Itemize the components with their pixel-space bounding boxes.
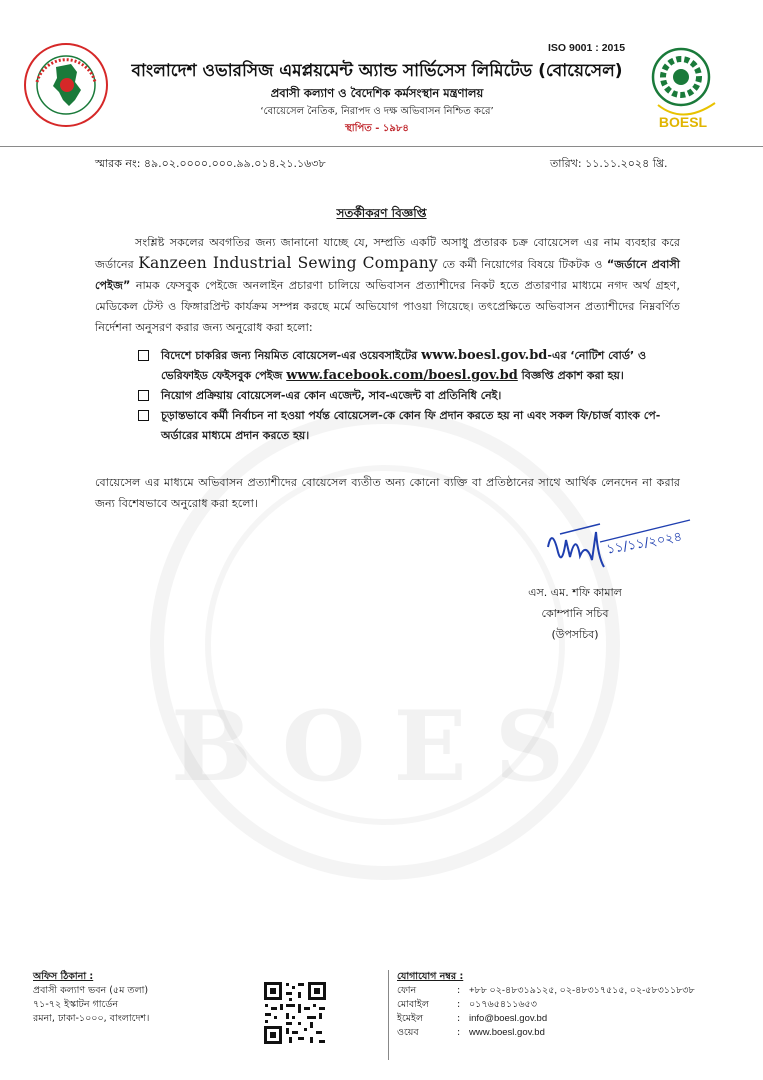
qr-code (262, 980, 328, 1046)
notice-body-paragraph (95, 232, 680, 338)
bullet-1-text-b: -এর ‘নোটিশ বোর্ড’ ও ভেরিফাইড ফেইসবুক পেইজ (161, 349, 647, 382)
checkbox-icon (138, 410, 149, 421)
contact-label: ওয়েব (397, 1027, 419, 1038)
phone-value: +৮৮ ০২-৪৮৩১৯১২৫, ০২-৪৮৩১৭৫১৫, ০২-৫৮৩১১৮৩৮ (469, 985, 695, 996)
checkbox-icon (138, 350, 149, 361)
notice-title: সতর্কীকরণ বিজ্ঞপ্তি (336, 206, 427, 220)
memo-number: স্মারক নং: ৪৯.০২.০০০০.০০০.৯৯.০১৪.২১.১৬৩৮ (95, 157, 326, 170)
signatory-name: এস. এম. শফি কামাল (528, 586, 622, 599)
contact-info (388, 970, 695, 1060)
list-item (138, 386, 693, 406)
signatory-title: কোম্পানি সচিব (541, 607, 609, 620)
company-name: Kanzeen Industrial Sewing Company (138, 254, 438, 272)
bullet-1-text-a: বিদেশে চাকরির জন্য নিয়মিত বোয়েসেল-এর ওয়েবসাইটের (161, 349, 418, 362)
website-link[interactable]: www.boesl.gov.bd (421, 348, 548, 363)
address-line: ৭১-৭২ ইস্কাটন গার্ডেন (33, 999, 119, 1010)
checkbox-icon (138, 390, 149, 401)
bullet-1-text-c: বিজ্ঞপ্তি প্রকাশ করা হয়। (521, 369, 624, 382)
facebook-link[interactable]: www.facebook.com/boesl.gov.bd (286, 368, 518, 383)
watermark-text: BOES (170, 690, 593, 803)
iso-certification: ISO 9001 : 2015 (548, 42, 626, 54)
contact-row-email: ইমেইল : info@boesl.gov.bd (397, 1013, 548, 1024)
bullet-3-text: চূড়ান্তভাবে কর্মী নির্বাচন না হওয়া পর্যন্ত বোয়েসেল-কে কোন ফি প্রদান করতে হয় না এবং সকল ফি/চার্জ ব্যাংক পে-অর্ডারের মাধ্যমে প্রদান করতে হয়। (161, 409, 661, 442)
contact-label: ইমেইল (397, 1013, 424, 1024)
address-line: প্রবাসী কল্যাণ ভবন (৫ম তলা) (33, 985, 149, 996)
contact-row-mobile: মোবাইল : ০১৭৬৫৪১১৬৫৩ (397, 999, 537, 1010)
mobile-value: ০১৭৬৫৪১১৬৫৩ (469, 999, 537, 1010)
office-address (33, 970, 149, 1026)
list-item (138, 346, 693, 386)
fraud-page-name: “জর্ডানে প্রবাসী পেইজ” (95, 258, 681, 292)
para-part-1: সংশ্লিষ্ট সকলের অবগতির জন্য জানানো যাচ্ছে যে, সম্প্রতি একটি অসাধু প্রতারক চক্র বোয়েসেল এর নাম ব্যবহার করে জর্ডানের (95, 236, 680, 271)
founded-year: স্থাপিত - ১৯৮৪ (345, 123, 409, 134)
bullet-2-text: নিয়োগ প্রক্রিয়ায় বোয়েসেল-এর কোন এজেন্ট, সাব-এজেন্ট বা প্রতিনিধি নেই। (161, 389, 502, 402)
closing-paragraph: বোয়েসেল এর মাধ্যমে অভিবাসন প্রত্যাশীদের বোয়েসেল ব্যতীত অন্য কোনো ব্যক্তি বা প্রতিষ্ঠানের সাথে আর্থিক লেনদেন না করার জন্য বিশেষভাবে অনুরোধ করা হলো। (95, 476, 680, 510)
government-emblem-logo (23, 42, 109, 128)
boesl-logo (643, 45, 723, 135)
web-link[interactable]: www.boesl.gov.bd (469, 1027, 545, 1038)
signatory-rank: (উপসচিব) (551, 628, 599, 641)
para-part-2: তে কর্মী নিয়োগের বিষয়ে টিকটক ও (442, 258, 603, 271)
signature-date: ১১/১১/২০২৪ (605, 529, 684, 558)
contact-row-phone: ফোন : +৮৮ ০২-৪৮৩১৯১২৫, ০২-৪৮৩১৭৫১৫, ০২-৫৮৩১১৮৩৮ (397, 985, 695, 996)
contact-label: ফোন (397, 985, 417, 996)
address-heading: অফিস ঠিকানা : (33, 971, 94, 982)
address-line: রমনা, ঢাকা-১০০০, বাংলাদেশ। (33, 1013, 150, 1024)
email-link[interactable]: info@boesl.gov.bd (469, 1013, 548, 1024)
notice-date: তারিখ: ১১.১১.২০২৪ খ্রি. (550, 157, 668, 170)
organization-motto: ‘বোয়েসেল নৈতিক, নিরাপদ ও দক্ষ অভিবাসন নিশ্চিত করে’ (260, 106, 494, 117)
header-divider (0, 146, 763, 147)
organization-name: বাংলাদেশ ওভারসিজ এমপ্লয়মেন্ট অ্যান্ড সার্ভিসেস লিমিটেড (বোয়েসেল) (131, 61, 623, 81)
instruction-list (138, 346, 693, 446)
contact-heading: যোগাযোগ নম্বর : (397, 971, 464, 982)
list-item (138, 406, 693, 446)
contact-label: মোবাইল (397, 999, 429, 1010)
signatory-block (495, 582, 655, 645)
ministry-name: প্রবাসী কল্যাণ ও বৈদেশিক কর্মসংস্থান মন্ত্রণালয় (270, 86, 484, 100)
boesl-logo-text: BOESL (658, 114, 708, 130)
para-part-3: নামক ফেসবুক পেইজে অনলাইন প্রচারণা চালিয়ে অভিবাসন প্রত্যাশীদের নিকট হতে প্রতারণার মাধ্যমে নগদ অর্থ গ্রহণ, মেডিকেল টেস্ট ও ফিঙ্গারপ্রিন্ট কার্যক্রম সম্পন্ন করছে মর্মে অভিযোগ পাওয়া গিয়েছে। তৎপ্রেক্ষিতে অভিবাসন প্রত্যাশীদের নিম্নবর্ণিত নির্দেশনা অনুসরণ করার জন্য অনুরোধ করা হলো: (95, 279, 680, 334)
contact-row-web: ওয়েব : www.boesl.gov.bd (397, 1027, 545, 1038)
handwritten-signature (540, 512, 700, 582)
